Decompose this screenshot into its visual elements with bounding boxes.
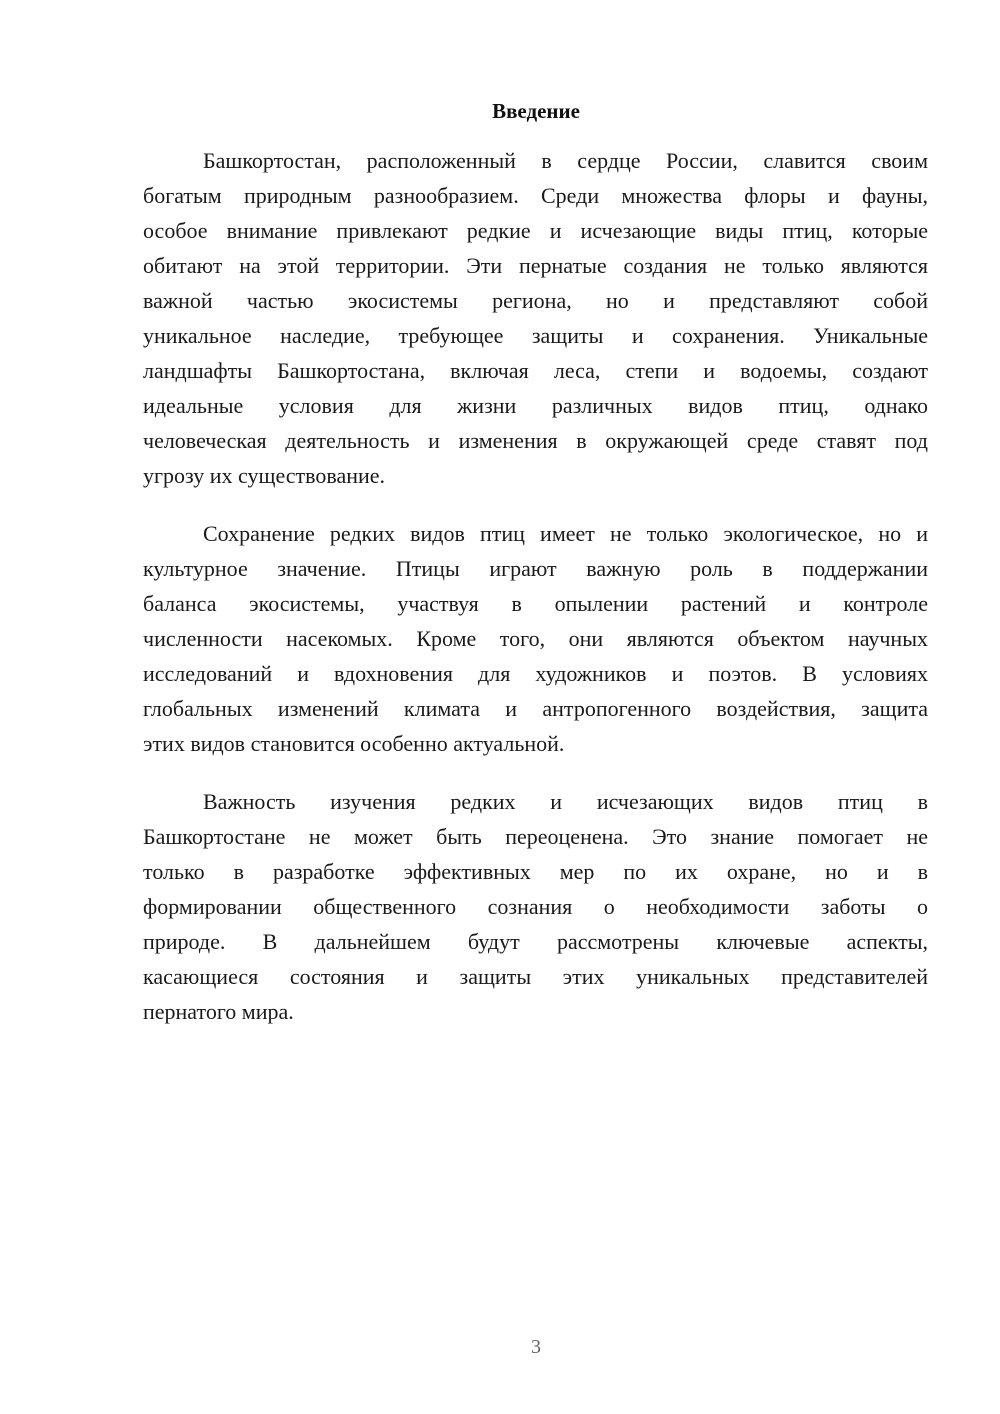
- paragraph-line: особое внимание привлекают редкие и исчезающие виды птиц, которые: [143, 218, 928, 243]
- paragraph-line: ландшафты Башкортостана, включая леса, степи и водоемы, создают: [143, 358, 928, 383]
- paragraph-line: глобальных изменений климата и антропогенного воздействия, защита: [143, 696, 928, 721]
- paragraph-line: культурное значение. Птицы играют важную роль в поддержании: [143, 556, 928, 581]
- paragraph-line: Башкортостане не может быть переоценена. Это знание помогает не: [143, 824, 928, 849]
- paragraph-line: исследований и вдохновения для художников и поэтов. В условиях: [143, 661, 928, 686]
- paragraph-line: важной частью экосистемы региона, но и представляют собой: [143, 288, 928, 313]
- paragraph-line: формировании общественного сознания о необходимости заботы о: [143, 894, 928, 919]
- paragraph-line: идеальные условия для жизни различных видов птиц, однако: [143, 393, 928, 418]
- paragraph-line: только в разработке эффективных мер по их охране, но и в: [143, 859, 928, 884]
- paragraph-line: баланса экосистемы, участвуя в опылении растений и контроле: [143, 591, 928, 616]
- paragraph-line: Башкортостан, расположенный в сердце России, славится своим: [203, 148, 928, 173]
- paragraph-line: человеческая деятельность и изменения в окружающей среде ставят под: [143, 428, 928, 453]
- paragraph-line: этих видов становится особенно актуальной.: [143, 731, 565, 756]
- paragraph-line: численности насекомых. Кроме того, они являются объектом научных: [143, 626, 928, 651]
- paragraph-line: касающиеся состояния и защиты этих уникальных представителей: [143, 964, 928, 989]
- paragraph-line: угрозу их существование.: [143, 463, 386, 488]
- paragraph-line: обитают на этой территории. Эти пернатые создания не только являются: [143, 253, 928, 278]
- page-number: 3: [531, 1336, 541, 1358]
- paragraph-line: богатым природным разнообразием. Среди множества флоры и фауны,: [143, 183, 928, 208]
- paragraph-line: Сохранение редких видов птиц имеет не только экологическое, но и: [203, 521, 928, 546]
- paragraph-line: уникальное наследие, требующее защиты и сохранения. Уникальные: [143, 323, 928, 348]
- paragraph-line: Важность изучения редких и исчезающих видов птиц в: [203, 789, 928, 814]
- page-title: Введение: [492, 99, 580, 123]
- paragraph-line: природе. В дальнейшем будут рассмотрены ключевые аспекты,: [143, 929, 928, 954]
- paragraph-line: пернатого мира.: [143, 999, 294, 1024]
